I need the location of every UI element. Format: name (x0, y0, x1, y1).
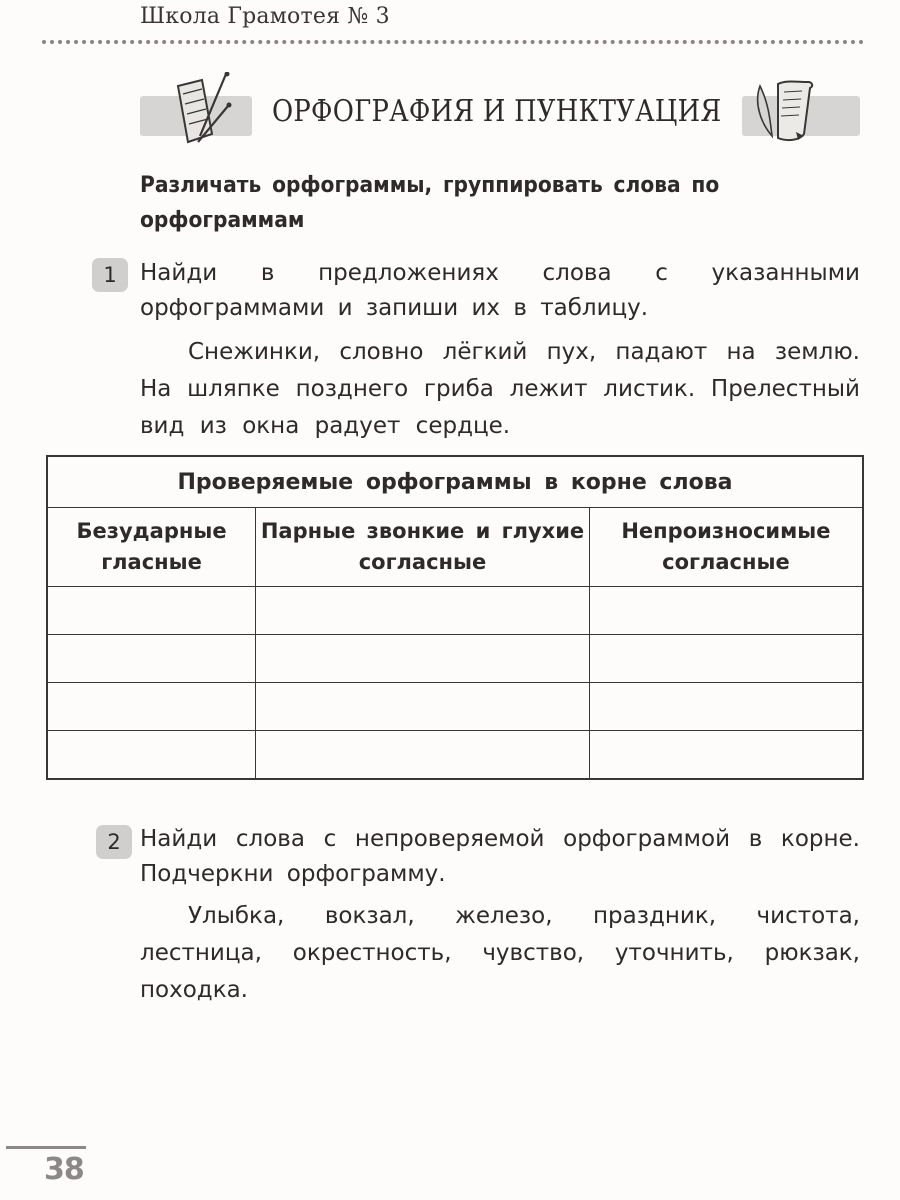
table-caption-row (47, 456, 863, 508)
table-cell[interactable] (256, 683, 590, 731)
table-row (47, 635, 863, 683)
table-cell[interactable] (47, 587, 256, 635)
task-1-passage: Снежинки, словно лёгкий пух, падают на землю. На шляпке позднего гриба лежит листик. Прелестный вид из окна радует сердце. (140, 339, 860, 439)
task-1-instruction: Найди в предложениях слова с указанными орфограммами и запиши их в таблицу. (140, 260, 860, 321)
table-cell[interactable] (256, 731, 590, 780)
table-cell[interactable] (47, 731, 256, 780)
dotted-divider (42, 40, 864, 44)
table-cell[interactable] (256, 635, 590, 683)
column-header-unstressed-vowels: Безударные гласные (47, 508, 256, 587)
task-2-passage: Улыбка, вокзал, железо, праздник, чистота, лестница, окрестность, чувство, уточнить, рюкзак, походка. (140, 903, 860, 1003)
tablet-with-pens-icon (170, 72, 250, 146)
table-caption: Проверяемые орфограммы в корне слова (47, 456, 863, 508)
page-number: 38 (44, 1152, 84, 1187)
column-header-paired-consonants: Парные звонкие и глухие согласные (256, 508, 590, 587)
task-2-instruction: Найди слова с непроверяемой орфограммой в корне. Подчеркни орфограмму. (140, 826, 860, 887)
section-title: Различать орфограммы, группировать слова по орфограммам (140, 173, 720, 233)
banner-title: ОРФОГРАФИЯ И ПУНКТУАЦИЯ (272, 94, 722, 129)
table-header-row (47, 508, 863, 587)
orthogram-table (46, 455, 864, 780)
task-2-badge: 2 (96, 825, 132, 859)
table-cell[interactable] (589, 635, 863, 683)
table-row (47, 683, 863, 731)
running-header: Школа Грамотея № 3 (140, 4, 390, 29)
table-row (47, 731, 863, 780)
table-cell[interactable] (589, 683, 863, 731)
task-1-badge: 1 (92, 258, 128, 292)
column-header-silent-consonants: Непроизносимые согласные (589, 508, 863, 587)
table-row (47, 587, 863, 635)
table-cell[interactable] (589, 587, 863, 635)
footer-rule (6, 1146, 86, 1149)
table-cell[interactable] (47, 635, 256, 683)
table-cell[interactable] (256, 587, 590, 635)
table-cell[interactable] (47, 683, 256, 731)
scroll-with-quill-icon (752, 78, 822, 144)
table-cell[interactable] (589, 731, 863, 780)
